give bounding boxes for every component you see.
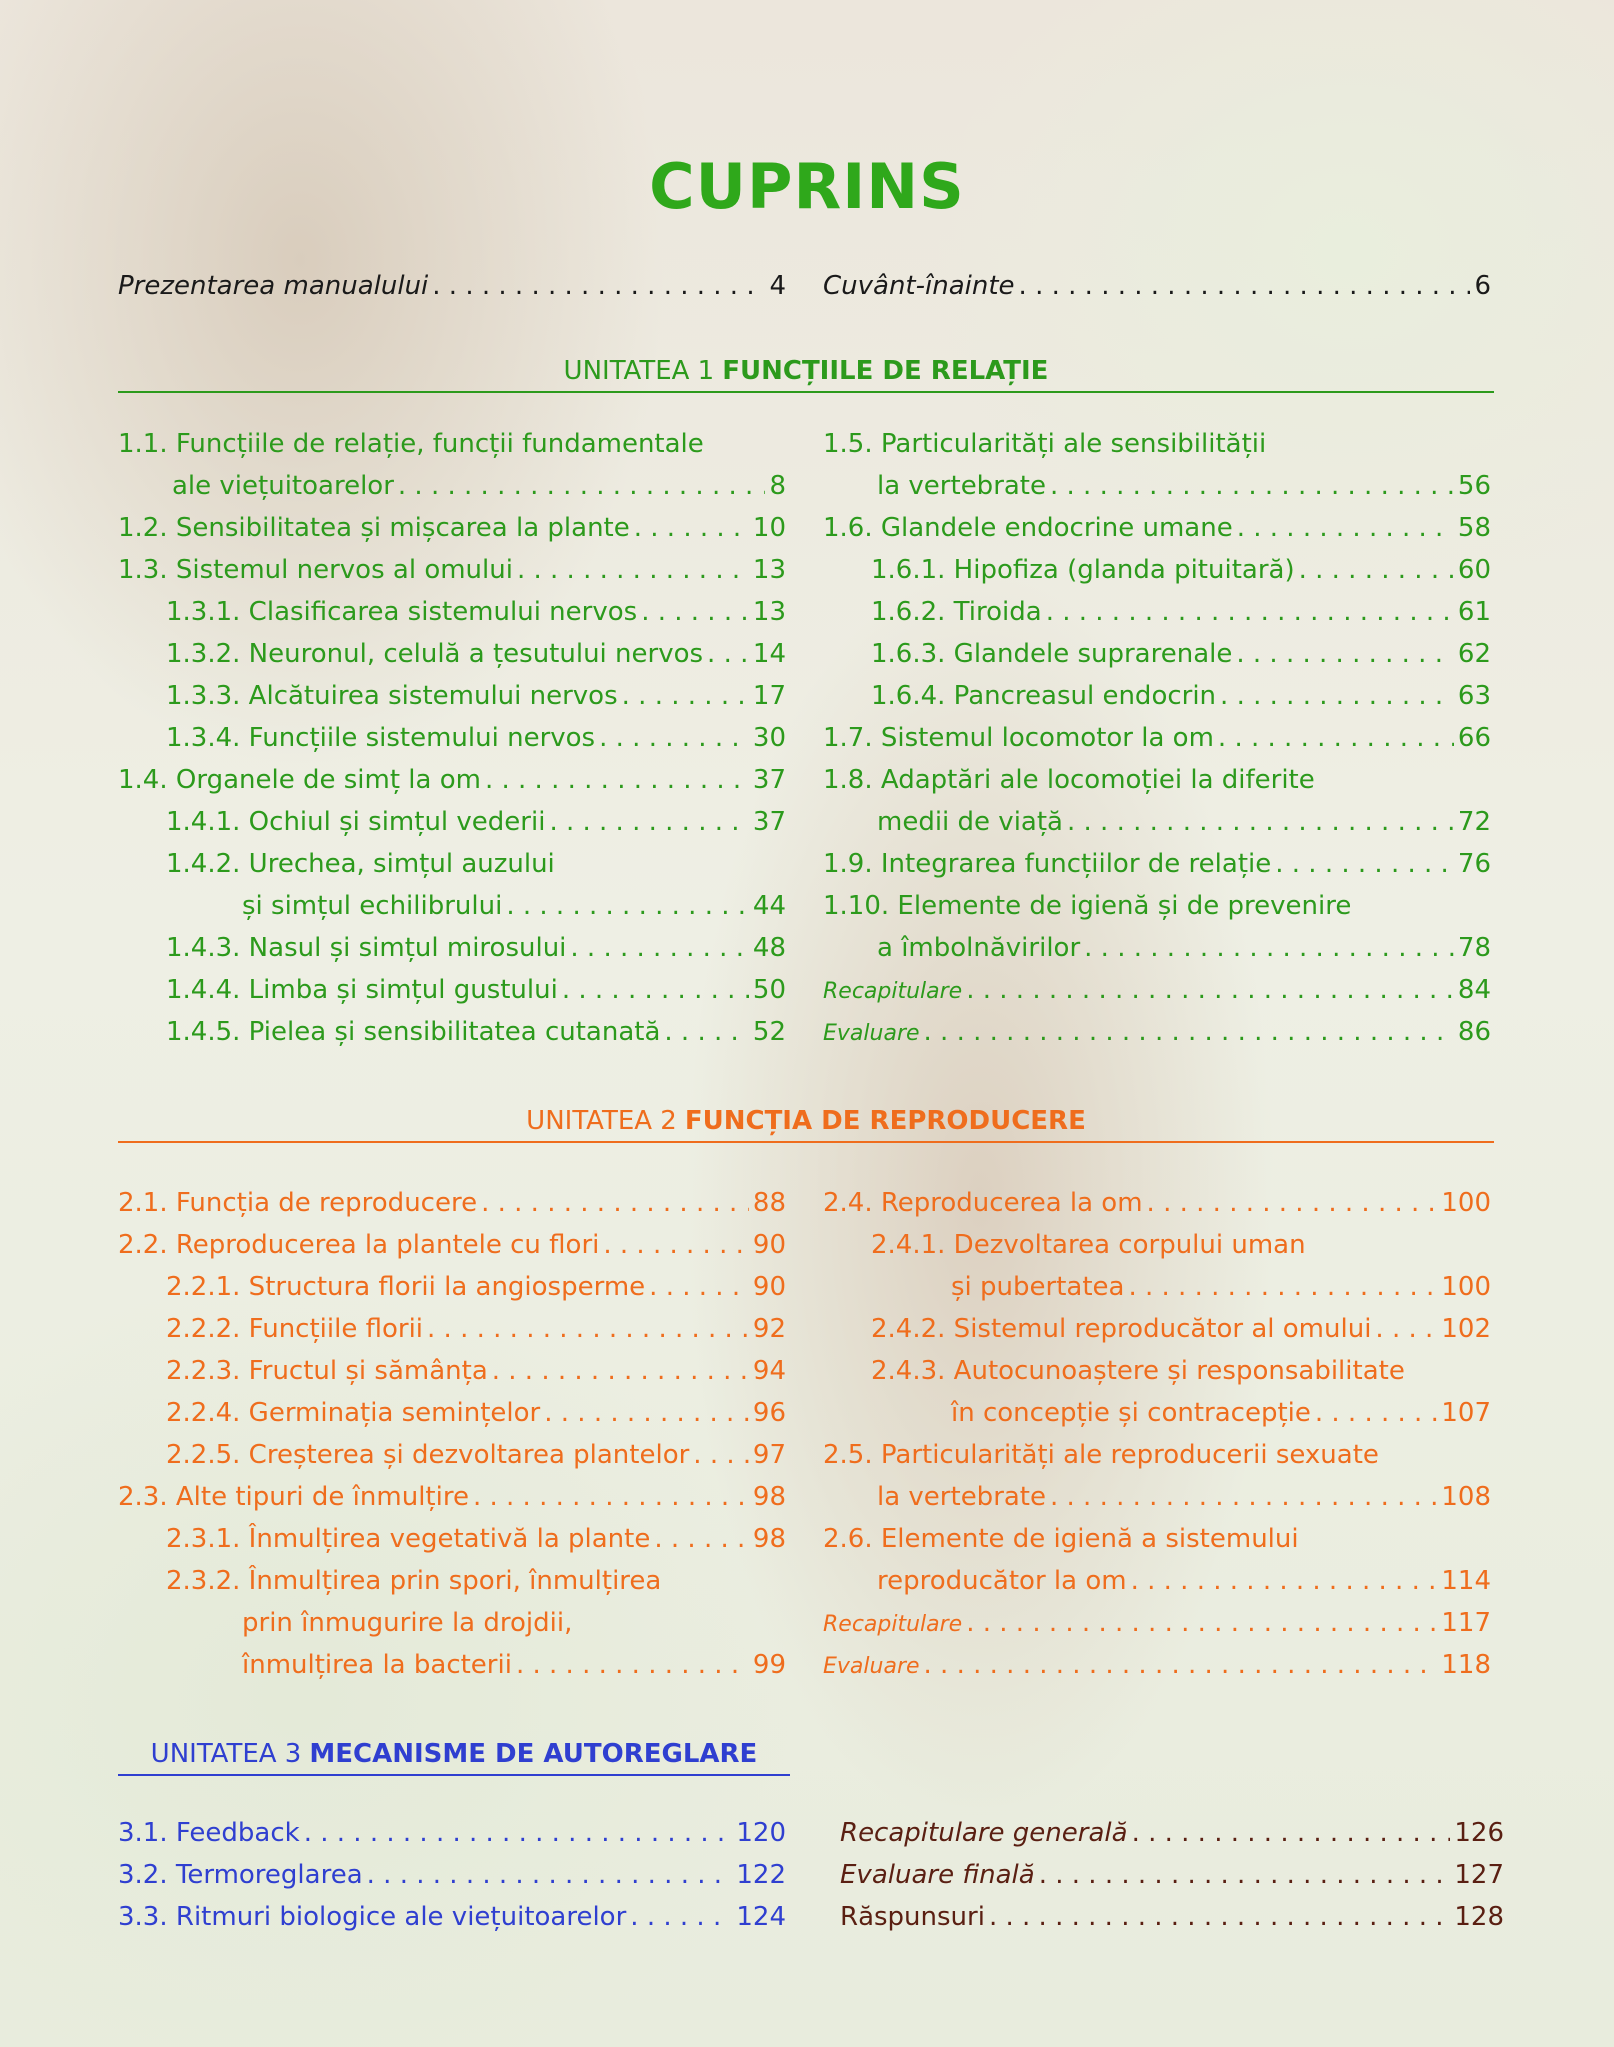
final-column	[840, 1812, 1504, 1938]
dot-leader	[570, 927, 749, 969]
toc-entry-title: 1.6. Glandele endocrine umane	[823, 513, 1233, 543]
unit2-right-column	[823, 1182, 1491, 1686]
unit1-right-column	[823, 423, 1491, 1053]
page-number: 72	[1457, 807, 1491, 837]
page-number: 122	[736, 1860, 786, 1890]
dot-leader	[1236, 633, 1454, 675]
toc-entry[interactable]	[118, 549, 786, 591]
unit1-left-column	[118, 423, 786, 1053]
toc-entry-title: 2.2. Reproducerea la plantele cu flori	[118, 1230, 600, 1260]
toc-entry[interactable]	[118, 1434, 786, 1476]
toc-entry-line: 1.10. Elemente de igienă și de prevenire	[823, 891, 1352, 921]
toc-entry-title: 2.4. Reproducerea la om	[823, 1188, 1143, 1218]
page-number: 37	[752, 807, 786, 837]
toc-entry-title: 2.3.1. Înmulțirea vegetativă la plante	[166, 1524, 651, 1554]
toc-entry-title: 1.3.1. Clasificarea sistemului nervos	[166, 597, 638, 627]
page-number: 92	[752, 1314, 786, 1344]
page-number: 13	[752, 555, 786, 585]
page-number: 10	[752, 513, 786, 543]
page-number: 107	[1441, 1398, 1491, 1428]
dot-leader	[1275, 843, 1454, 885]
dot-leader	[634, 507, 749, 549]
toc-entry-line: 2.3.2. Înmulțirea prin spori, înmulțirea	[166, 1566, 662, 1596]
toc-entry-title: 2.1. Funcția de reproducere	[118, 1188, 478, 1218]
toc-entry[interactable]	[118, 591, 786, 633]
toc-entry[interactable]: Prezentarea manualului . . . 4	[118, 265, 786, 307]
dot-leader	[1147, 1182, 1438, 1224]
dot-leader	[707, 633, 749, 675]
page-number: 30	[752, 723, 786, 753]
unit2-left-column	[118, 1182, 786, 1686]
toc-entry-title: 1.2. Sensibilitatea și mișcarea la plante	[118, 513, 630, 543]
toc-entry-title: a îmbolnăvirilor	[877, 933, 1081, 963]
toc-entry-title: 1.6.1. Hipofiza (glanda pituitară)	[871, 555, 1295, 585]
dot-leader	[966, 969, 1454, 1011]
toc-entry[interactable]	[118, 1392, 786, 1434]
page-title: CUPRINS	[649, 150, 965, 223]
toc-entry[interactable]	[823, 633, 1491, 675]
page-number: 50	[752, 975, 786, 1005]
page-number: 102	[1441, 1314, 1491, 1344]
toc-entry[interactable]	[118, 885, 786, 927]
dot-leader	[562, 969, 749, 1011]
toc-entry-title: la vertebrate	[877, 471, 1046, 501]
dot-leader	[492, 1350, 749, 1392]
toc-entry[interactable]	[823, 843, 1491, 885]
page-number: 100	[1441, 1188, 1491, 1218]
toc-entry-title: 1.4.5. Pielea și sensibilitatea cutanată	[166, 1017, 661, 1047]
page-number: 128	[1454, 1902, 1504, 1932]
toc-entry[interactable]	[118, 927, 786, 969]
dot-leader	[544, 1392, 749, 1434]
toc-entry-title: 2.4.2. Sistemul reproducător al omului	[871, 1314, 1372, 1344]
toc-entry[interactable]	[118, 1011, 786, 1053]
page-number: 108	[1441, 1482, 1491, 1512]
page-number: 14	[752, 639, 786, 669]
unit3-left-column	[118, 1812, 786, 1938]
toc-entry-title: 1.6.3. Glandele suprarenale	[871, 639, 1233, 669]
dot-leader	[1067, 801, 1454, 843]
toc-entry-title: medii de viață	[877, 807, 1063, 837]
toc-entry[interactable]	[823, 969, 1491, 1011]
toc-entry[interactable]	[118, 969, 786, 1011]
toc-entry[interactable]	[118, 1182, 786, 1224]
page-number: 88	[752, 1188, 786, 1218]
toc-entry[interactable]	[840, 1896, 1504, 1938]
toc-entry[interactable]	[118, 759, 786, 801]
toc-entry[interactable]	[118, 1350, 786, 1392]
toc-entry[interactable]	[118, 1308, 786, 1350]
toc-entry-title: 1.3.4. Funcțiile sistemului nervos	[166, 723, 596, 753]
toc-entry[interactable]	[118, 633, 786, 675]
toc-entry[interactable]	[118, 465, 786, 507]
dot-leader	[1050, 465, 1454, 507]
toc-entry[interactable]	[823, 1182, 1491, 1224]
toc-entry-title: 1.4.3. Nasul și simțul mirosului	[166, 933, 567, 963]
toc-entry-line: 2.4.3. Autocunoaștere și responsabilitate	[871, 1356, 1405, 1386]
page-number: 8	[769, 471, 786, 501]
page-number: 13	[752, 597, 786, 627]
toc-entry-line: 1.1. Funcțiile de relație, funcții fundamentale	[118, 429, 704, 459]
unit1-rule	[118, 391, 1494, 393]
page-number: 126	[1454, 1818, 1504, 1848]
dot-leader	[1237, 507, 1454, 549]
dot-leader	[1046, 591, 1454, 633]
toc-entry-title: înmulțirea la bacterii	[242, 1650, 512, 1680]
toc-entry-title: Recapitulare	[823, 979, 963, 1004]
toc-entry-title: 2.2.1. Structura florii la angiosperme	[166, 1272, 646, 1302]
dot-leader	[641, 591, 749, 633]
page-number: 17	[752, 681, 786, 711]
dot-leader	[481, 1182, 749, 1224]
toc-entry[interactable]	[118, 1896, 786, 1938]
toc-entry-title: 3.3. Ritmuri biologice ale viețuitoarelor	[118, 1902, 627, 1932]
toc-entry-line: 1.8. Adaptări ale locomoției la diferite	[823, 765, 1315, 795]
toc-entry[interactable]	[823, 675, 1491, 717]
toc-entry-title: 1.3.2. Neuronul, celulă a țesutului nervos	[166, 639, 704, 669]
dot-leader	[1050, 1476, 1437, 1518]
toc-entry-title: 1.4. Organele de simț la om	[118, 765, 481, 795]
unit2-heading: UNITATEA 2 FUNCȚIA DE REPRODUCERE	[526, 1106, 1086, 1136]
toc-entry[interactable]	[823, 465, 1491, 507]
toc-entry[interactable]	[118, 1854, 786, 1896]
page-number: 98	[752, 1524, 786, 1554]
dot-leader	[599, 717, 749, 759]
page-number: 58	[1457, 513, 1491, 543]
toc-entry[interactable]	[823, 591, 1491, 633]
page-number: 94	[752, 1356, 786, 1386]
toc-entry-title: 2.2.3. Fructul și sămânța	[166, 1356, 488, 1386]
toc-entry-title: 2.2.4. Germinația semințelor	[166, 1398, 541, 1428]
page-number: 78	[1457, 933, 1491, 963]
toc-entry[interactable]	[823, 1392, 1491, 1434]
page-number: 60	[1457, 555, 1491, 585]
dot-leader	[485, 759, 749, 801]
toc-entry[interactable]	[823, 1011, 1491, 1053]
toc-entry-title: Recapitulare	[823, 1612, 963, 1637]
toc-entry[interactable]	[823, 1644, 1491, 1686]
dot-leader	[924, 1011, 1454, 1053]
toc-entry-title: 3.1. Feedback	[118, 1818, 300, 1848]
dot-leader	[516, 1644, 749, 1686]
page-number: 76	[1457, 849, 1491, 879]
page-number: 96	[752, 1398, 786, 1428]
toc-entry-title: 1.6.2. Tiroida	[871, 597, 1042, 627]
dot-leader	[664, 1011, 749, 1053]
dot-leader	[1218, 717, 1454, 759]
toc-entry-title: 1.3.3. Alcătuirea sistemului nervos	[166, 681, 618, 711]
intro-right	[823, 265, 1491, 307]
dot-leader	[1084, 927, 1454, 969]
toc-entry-title: Evaluare finală	[840, 1860, 1035, 1890]
dot-leader	[1039, 1854, 1451, 1896]
dot-leader	[1315, 1392, 1437, 1434]
dot-leader	[1131, 1560, 1438, 1602]
dot-leader	[1299, 549, 1454, 591]
dot-leader	[304, 1812, 733, 1854]
toc-entry-title: Evaluare	[823, 1021, 920, 1046]
dot-leader	[630, 1896, 732, 1938]
unit1-heading: UNITATEA 1 FUNCȚIILE DE RELAȚIE	[563, 356, 1049, 386]
page-number: 52	[752, 1017, 786, 1047]
dot-leader	[693, 1434, 749, 1476]
toc-entry[interactable]	[823, 1266, 1491, 1308]
dot-leader	[989, 1896, 1450, 1938]
toc-entry[interactable]	[823, 549, 1491, 591]
toc-entry-title: și pubertatea	[951, 1272, 1125, 1302]
unit3-rule	[118, 1774, 790, 1776]
page-number: 90	[752, 1230, 786, 1260]
toc-entry-title: 2.2.5. Creșterea și dezvoltarea plantelor	[166, 1440, 690, 1470]
unit3-heading: UNITATEA 3 MECANISME DE AUTOREGLARE	[150, 1739, 758, 1769]
toc-entry[interactable]	[823, 717, 1491, 759]
page-number: 44	[752, 891, 786, 921]
toc-entry-title: și simțul echilibrului	[242, 891, 503, 921]
page-number: 37	[752, 765, 786, 795]
toc-entry[interactable]	[823, 927, 1491, 969]
page-number: 114	[1441, 1566, 1491, 1596]
page-number: 124	[736, 1902, 786, 1932]
toc-entry-title: 1.4.1. Ochiul și simțul vederii	[166, 807, 546, 837]
toc-entry[interactable]	[823, 801, 1491, 843]
toc-entry-title: 2.2.2. Funcțiile florii	[166, 1314, 424, 1344]
page-number: 66	[1457, 723, 1491, 753]
toc-entry-title: 1.4.4. Limba și simțul gustului	[166, 975, 558, 1005]
dot-leader	[427, 1308, 749, 1350]
page-number: 118	[1441, 1650, 1491, 1680]
toc-entry-title: 1.9. Integrarea funcțiilor de relație	[823, 849, 1272, 879]
dot-leader	[654, 1518, 749, 1560]
page-number: 97	[752, 1440, 786, 1470]
toc-entry[interactable]	[118, 717, 786, 759]
toc-entry[interactable]	[118, 1812, 786, 1854]
page-number: 117	[1441, 1608, 1491, 1638]
toc-entry[interactable]	[118, 1518, 786, 1560]
toc-entry[interactable]	[118, 801, 786, 843]
dot-leader	[924, 1644, 1438, 1686]
toc-entry[interactable]	[823, 1476, 1491, 1518]
dot-leader	[1128, 1266, 1437, 1308]
page-number: 90	[752, 1272, 786, 1302]
toc-entry[interactable]	[823, 507, 1491, 549]
toc-entry-title: Răspunsuri	[840, 1902, 985, 1932]
toc-entry-title: 1.6.4. Pancreasul endocrin	[871, 681, 1217, 711]
toc-entry-title: 1.7. Sistemul locomotor la om	[823, 723, 1214, 753]
toc-entry[interactable]	[823, 1602, 1491, 1644]
unit2-rule	[118, 1141, 1494, 1143]
page-number: 98	[752, 1482, 786, 1512]
toc-entry-title: Recapitulare generală	[840, 1818, 1128, 1848]
dot-leader	[549, 801, 748, 843]
dot-leader	[1220, 675, 1454, 717]
intro-left	[118, 265, 786, 307]
dot-leader	[603, 1224, 749, 1266]
page-number: 99	[752, 1650, 786, 1680]
toc-entry-title: 3.2. Termoreglarea	[118, 1860, 363, 1890]
dot-leader	[506, 885, 749, 927]
toc-entry[interactable]: Cuvânt-înainte . . . 6	[823, 265, 1491, 307]
page-number: 86	[1457, 1017, 1491, 1047]
toc-entry-title: 1.3. Sistemul nervos al omului	[118, 555, 513, 585]
page-number: 63	[1457, 681, 1491, 711]
dot-leader	[1375, 1308, 1437, 1350]
page-number: 56	[1457, 471, 1491, 501]
toc-entry[interactable]	[840, 1812, 1504, 1854]
toc-entry[interactable]	[118, 507, 786, 549]
dot-leader	[398, 465, 766, 507]
page-number: 62	[1457, 639, 1491, 669]
toc-entry-title: la vertebrate	[877, 1482, 1046, 1512]
page-number: 127	[1454, 1860, 1504, 1890]
dot-leader	[622, 675, 749, 717]
toc-entry-line: 1.4.2. Urechea, simțul auzului	[166, 849, 555, 879]
page-number: 100	[1441, 1272, 1491, 1302]
page-number: 120	[736, 1818, 786, 1848]
toc-entry[interactable]	[118, 675, 786, 717]
dot-leader	[517, 549, 749, 591]
toc-entry[interactable]	[840, 1854, 1504, 1896]
toc-entry-line: 2.4.1. Dezvoltarea corpului uman	[871, 1230, 1306, 1260]
toc-entry-title: în concepție și contracepție	[951, 1398, 1311, 1428]
toc-entry-title: 2.3. Alte tipuri de înmulțire	[118, 1482, 469, 1512]
page-number: 84	[1457, 975, 1491, 1005]
dot-leader	[1132, 1812, 1451, 1854]
toc-entry[interactable]	[118, 1644, 786, 1686]
toc-entry-title: Evaluare	[823, 1654, 920, 1679]
dot-leader	[473, 1476, 749, 1518]
toc-entry[interactable]	[118, 1224, 786, 1266]
toc-entry[interactable]	[118, 1266, 786, 1308]
dot-leader	[367, 1854, 733, 1896]
toc-entry-line: 2.5. Particularități ale reproducerii sexuate	[823, 1440, 1379, 1470]
dot-leader	[649, 1266, 749, 1308]
page-number: 61	[1457, 597, 1491, 627]
toc-entry[interactable]	[823, 1560, 1491, 1602]
toc-entry-line: 1.5. Particularități ale sensibilității	[823, 429, 1267, 459]
toc-entry[interactable]	[823, 1308, 1491, 1350]
dot-leader	[966, 1602, 1437, 1644]
page-number: 48	[752, 933, 786, 963]
toc-entry-title: reproducător la om	[877, 1566, 1127, 1596]
toc-entry[interactable]	[118, 1476, 786, 1518]
toc-entry-line: prin înmugurire la drojdii,	[242, 1608, 573, 1638]
toc-entry-title: ale viețuitoarelor	[172, 471, 394, 501]
toc-entry-line: 2.6. Elemente de igienă a sistemului	[823, 1524, 1299, 1554]
